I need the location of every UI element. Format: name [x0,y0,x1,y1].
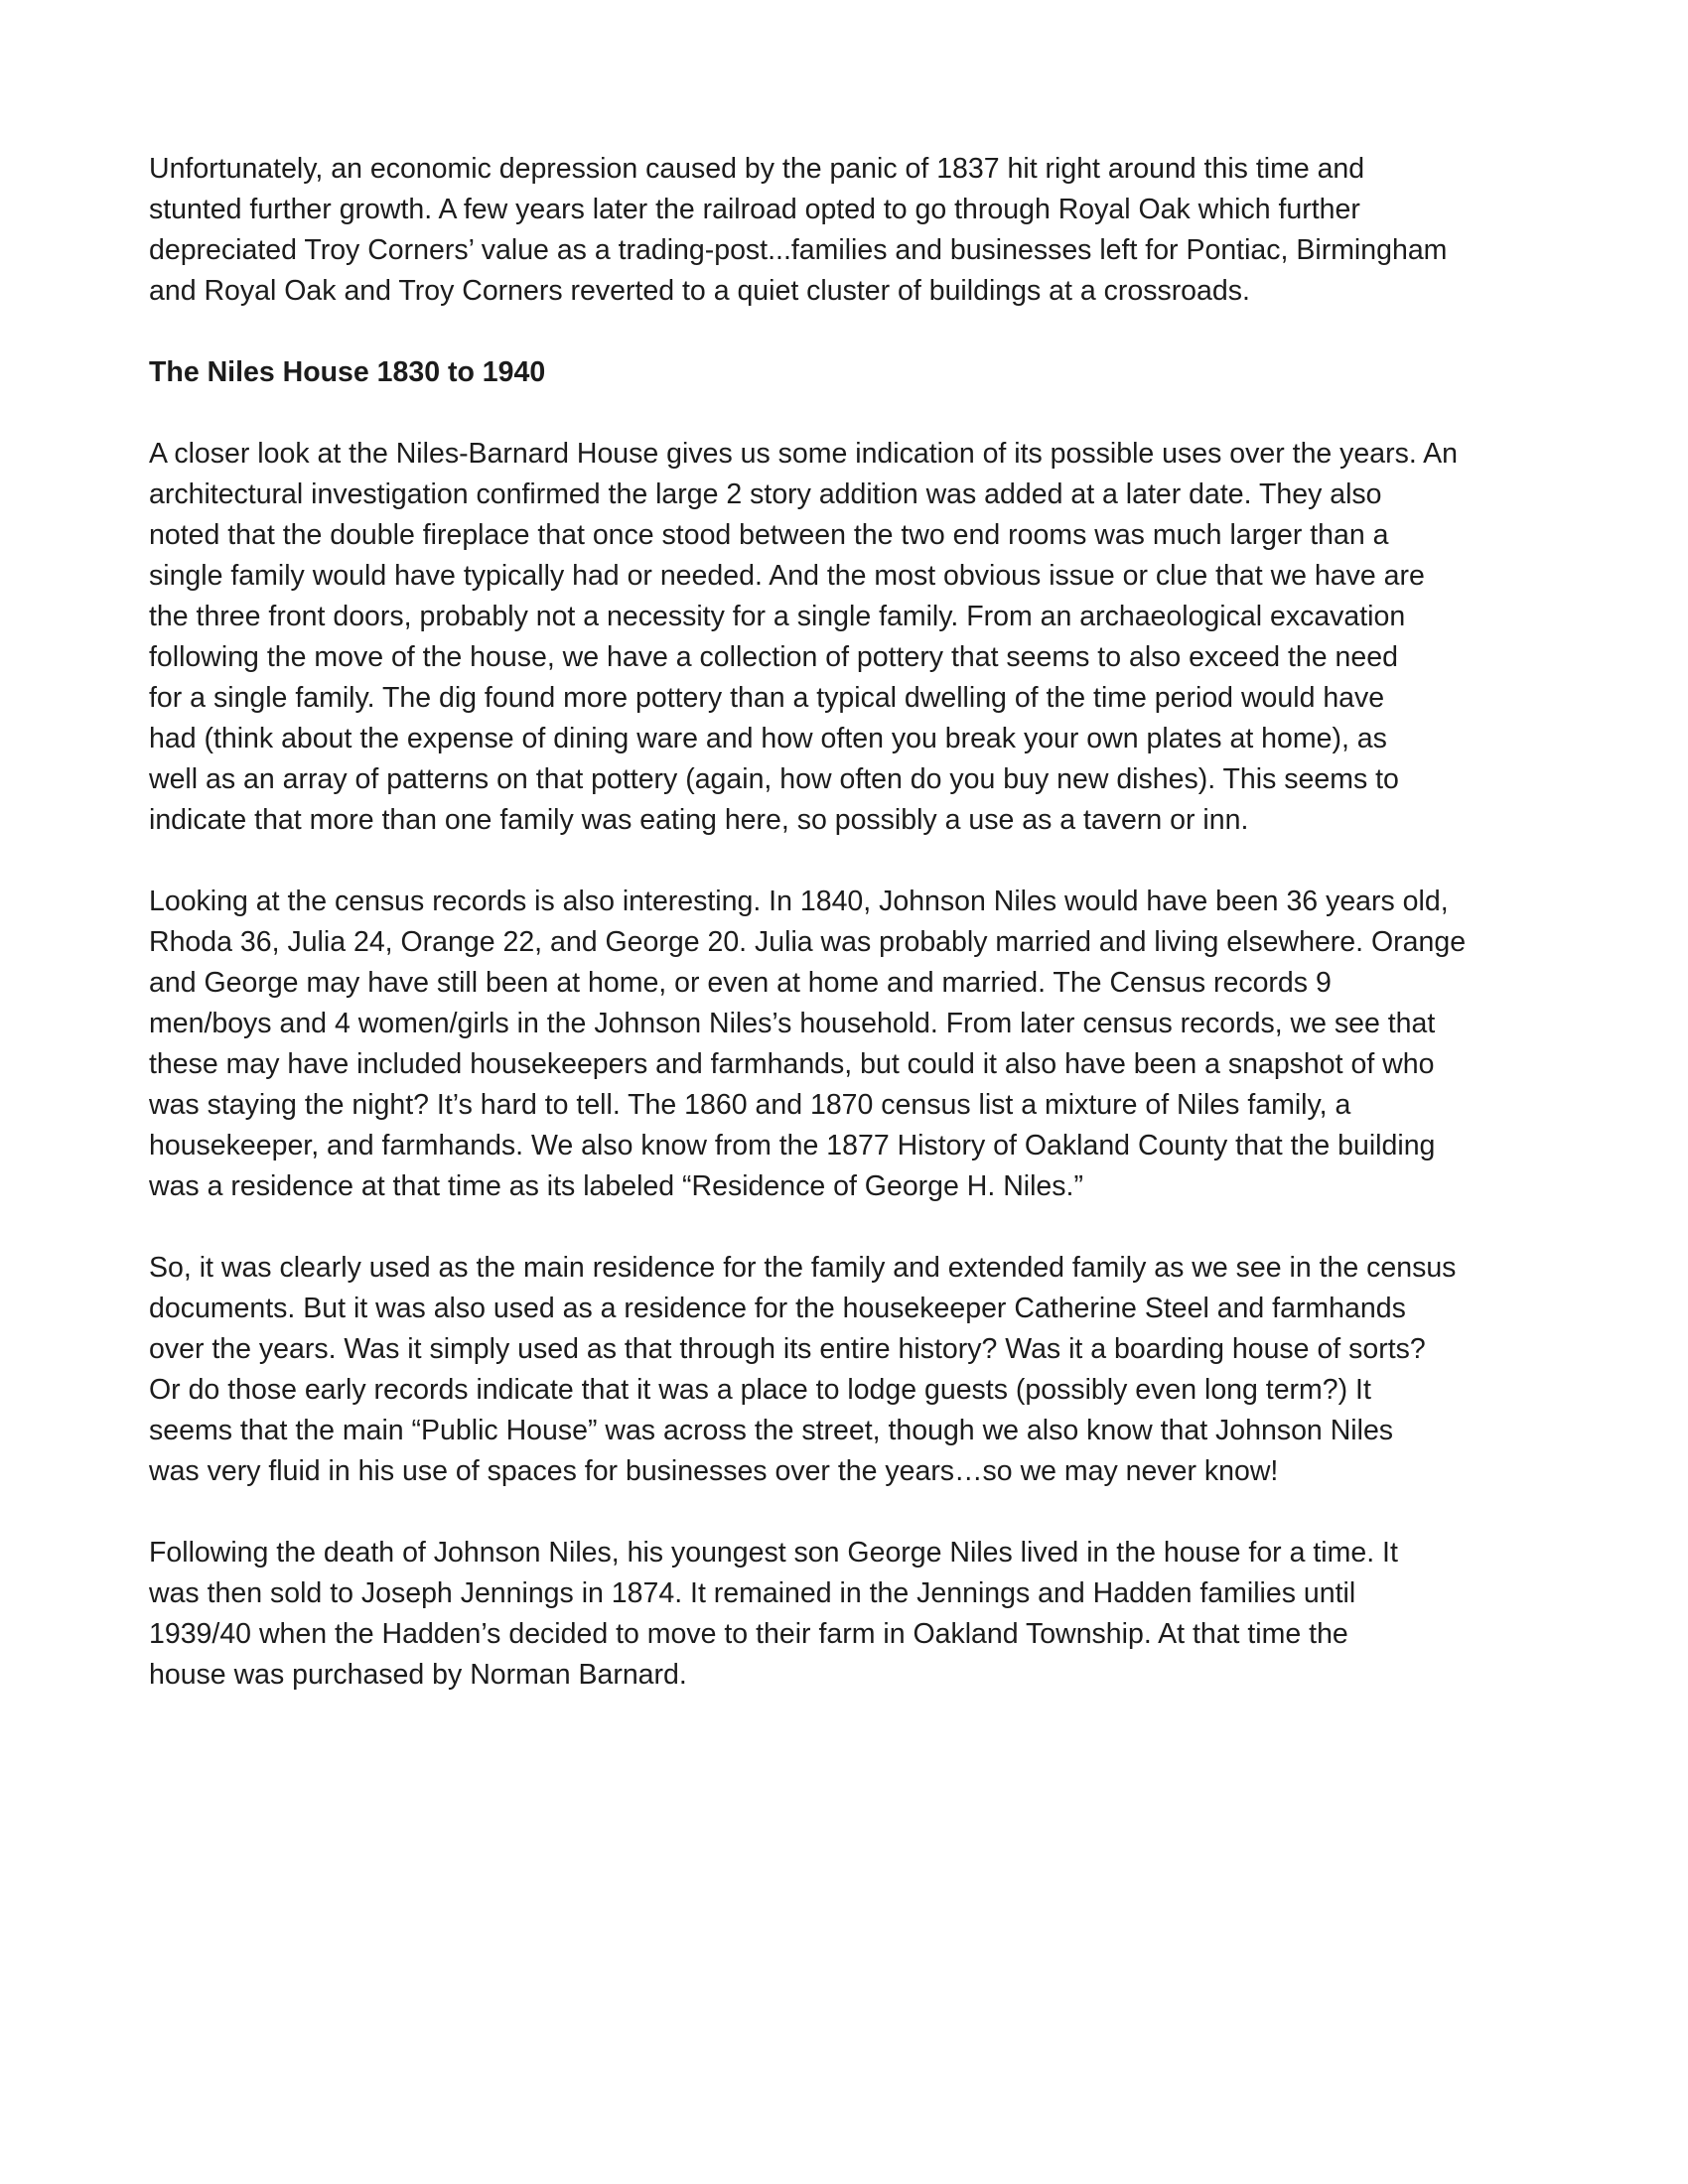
text-line: house was purchased by Norman Barnard. [149,1659,687,1691]
text-line: architectural investigation confirmed the large 2 story addition was added at a later date. They also [149,478,1382,510]
text-line: seems that the main “Public House” was across the street, though we also know that Johnson Niles [149,1415,1394,1446]
text-line: well as an array of patterns on that pottery (again, how often do you buy new dishes). This seems to [149,763,1399,795]
text-line: men/boys and 4 women/girls in the Johnson Niles’s household. From later census records, we see that [149,1008,1436,1039]
text-line: Or do those early records indicate that it was a place to lodge guests (possibly even long term?) It [149,1374,1371,1406]
text-line: noted that the double fireplace that once stood between the two end rooms was much larger than a [149,519,1389,551]
text-line: Looking at the census records is also interesting. In 1840, Johnson Niles would have been 36 years old, [149,886,1449,917]
text-line: depreciated Troy Corners’ value as a trading-post...families and businesses left for Pontiac, Birmingham [149,234,1448,266]
text-line: housekeeper, and farmhands. We also know from the 1877 History of Oakland County that the building [149,1130,1436,1161]
document-page [149,149,1539,1736]
text-line: A closer look at the Niles-Barnard House gives us some indication of its possible uses over the years. An [149,438,1458,470]
text-line: following the move of the house, we have a collection of pottery that seems to also exceed the need [149,641,1398,673]
text-line: had (think about the expense of dining ware and how often you break your own plates at home), as [149,723,1387,754]
text-line: So, it was clearly used as the main residence for the family and extended family as we see in the census [149,1252,1457,1284]
text-line: and Royal Oak and Troy Corners reverted to a quiet cluster of buildings at a crossroads. [149,275,1250,307]
text-line: indicate that more than one family was eating here, so possibly a use as a tavern or inn. [149,804,1249,836]
paragraph-residence [149,1248,1539,1492]
text-line: was staying the night? It’s hard to tell. The 1860 and 1870 census list a mixture of Niles family, a [149,1089,1351,1121]
paragraph-ownership [149,1533,1539,1696]
text-line: documents. But it was also used as a residence for the housekeeper Catherine Steel and farmhands [149,1293,1406,1324]
paragraph-architecture [149,434,1539,841]
text-line: 1939/40 when the Hadden’s decided to move to their farm in Oakland Township. At that time the [149,1618,1348,1650]
text-line: for a single family. The dig found more pottery than a typical dwelling of the time period would have [149,682,1385,714]
text-line: and George may have still been at home, or even at home and married. The Census records 9 [149,967,1332,999]
text-line: stunted further growth. A few years later the railroad opted to go through Royal Oak which further [149,194,1360,225]
text-line: Rhoda 36, Julia 24, Orange 22, and George 20. Julia was probably married and living elsewhere. Orange [149,926,1467,958]
text-line: over the years. Was it simply used as that through its entire history? Was it a boarding house of sorts? [149,1333,1426,1365]
text-line: single family would have typically had or needed. And the most obvious issue or clue that we have are [149,560,1425,592]
text-line: the three front doors, probably not a necessity for a single family. From an archaeological excavation [149,601,1406,632]
text-line: was a residence at that time as its labeled “Residence of George H. Niles.” [149,1170,1083,1202]
text-line: was then sold to Joseph Jennings in 1874. It remained in the Jennings and Hadden families until [149,1577,1356,1609]
paragraph-census [149,882,1539,1207]
section-heading: The Niles House 1830 to 1940 [149,356,546,388]
text-line: these may have included housekeepers and farmhands, but could it also have been a snapshot of who [149,1048,1435,1080]
text-line: Following the death of Johnson Niles, his youngest son George Niles lived in the house for a time. It [149,1537,1398,1569]
text-line: Unfortunately, an economic depression caused by the panic of 1837 hit right around this time and [149,153,1365,185]
intro-paragraph [149,149,1539,312]
text-line: was very fluid in his use of spaces for businesses over the years…so we may never know! [149,1455,1279,1487]
